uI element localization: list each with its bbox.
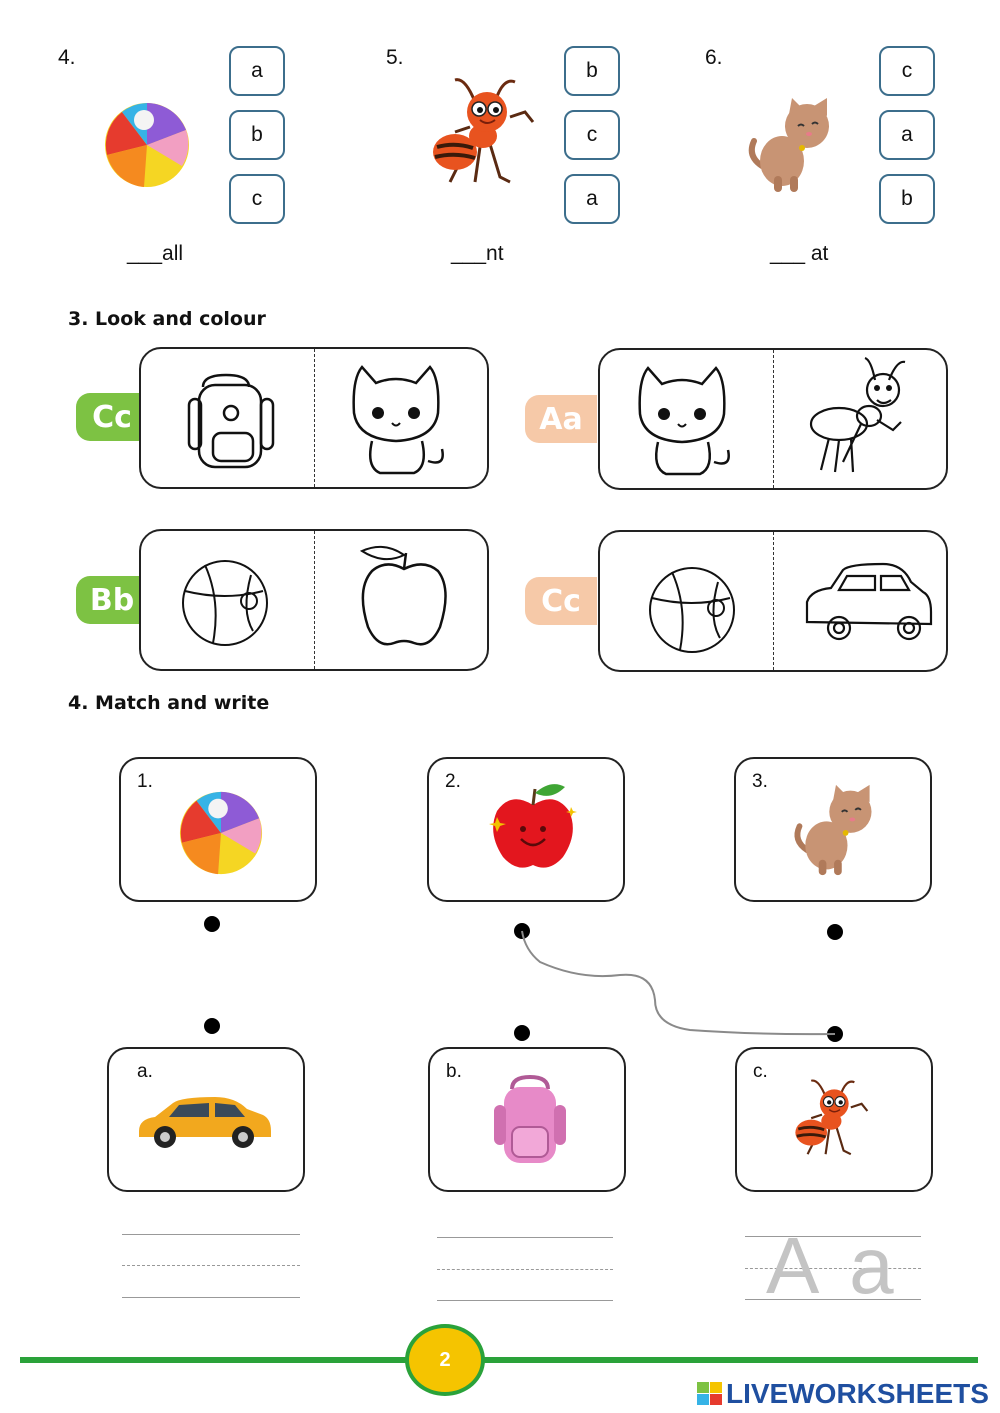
card-label: 2.: [445, 771, 461, 792]
word-blank: ___all: [127, 242, 184, 265]
option-c-button[interactable]: c: [229, 174, 285, 224]
cat-picture: [742, 96, 842, 196]
option-a-button[interactable]: a: [879, 110, 935, 160]
option-b-button[interactable]: b: [564, 46, 620, 96]
cat-picture: [788, 783, 884, 879]
question-number: 4.: [58, 46, 76, 69]
letter-tab: Cc: [76, 393, 148, 441]
letter-tab: Bb: [76, 576, 148, 624]
match-dot-b[interactable]: [514, 1025, 530, 1041]
match-card-b: [428, 1047, 626, 1192]
option-c-button[interactable]: c: [879, 46, 935, 96]
section-heading-match-and-write: 4. Match and write: [68, 692, 270, 714]
colour-panel: [139, 529, 489, 671]
match-dot-1[interactable]: [204, 916, 220, 932]
match-card-1: [119, 757, 317, 902]
ant-picture: [425, 72, 540, 197]
option-c-button[interactable]: c: [564, 110, 620, 160]
backpack-picture: [490, 1075, 568, 1167]
option-b-button[interactable]: b: [229, 110, 285, 160]
apple-picture: [485, 777, 581, 873]
card-label: 3.: [752, 771, 768, 792]
colour-panel: [598, 530, 948, 672]
card-label: 1.: [137, 771, 153, 792]
car-picture: [135, 1091, 275, 1151]
page-number-badge: 2: [405, 1324, 485, 1396]
match-card-2: [427, 757, 625, 902]
ant-picture: [789, 1075, 873, 1165]
backpack-drawing[interactable]: [141, 349, 314, 487]
letter-tab: Cc: [525, 577, 597, 625]
letter-tab: Aa: [525, 395, 597, 443]
brand-name[interactable]: LIVEWORKSHEETS: [726, 1378, 989, 1409]
beach-ball-picture: [102, 100, 192, 190]
beach-ball-picture: [177, 789, 265, 877]
question-number: 6.: [705, 46, 723, 69]
card-label: c.: [753, 1061, 768, 1082]
match-card-3: [734, 757, 932, 902]
card-label: b.: [446, 1061, 462, 1082]
ant-drawing[interactable]: [773, 350, 946, 488]
match-dot-2[interactable]: [514, 923, 530, 939]
liveworksheets-logo-icon: [697, 1382, 723, 1406]
word-blank: ___ at: [770, 242, 829, 265]
car-drawing[interactable]: [773, 532, 946, 670]
match-dot-a[interactable]: [204, 1018, 220, 1034]
match-dot-3[interactable]: [827, 924, 843, 940]
colour-panel: [139, 347, 489, 489]
option-b-button[interactable]: b: [879, 174, 935, 224]
apple-drawing[interactable]: [314, 531, 487, 669]
option-a-button[interactable]: a: [229, 46, 285, 96]
colour-panel: [598, 348, 948, 490]
card-label: a.: [137, 1061, 153, 1082]
question-number: 5.: [386, 46, 404, 69]
kitten-drawing[interactable]: [600, 350, 773, 488]
kitten-drawing[interactable]: [314, 349, 487, 487]
match-dot-c[interactable]: [827, 1026, 843, 1042]
match-card-a: [107, 1047, 305, 1192]
ball-drawing[interactable]: [141, 531, 314, 669]
ball-drawing[interactable]: [600, 532, 773, 670]
match-card-c: [735, 1047, 933, 1192]
footer-divider: [20, 1357, 978, 1363]
example-answer: A a: [766, 1221, 900, 1310]
section-heading-look-and-colour: 3. Look and colour: [68, 308, 266, 330]
word-blank: ___nt: [451, 242, 504, 265]
option-a-button[interactable]: a: [564, 174, 620, 224]
